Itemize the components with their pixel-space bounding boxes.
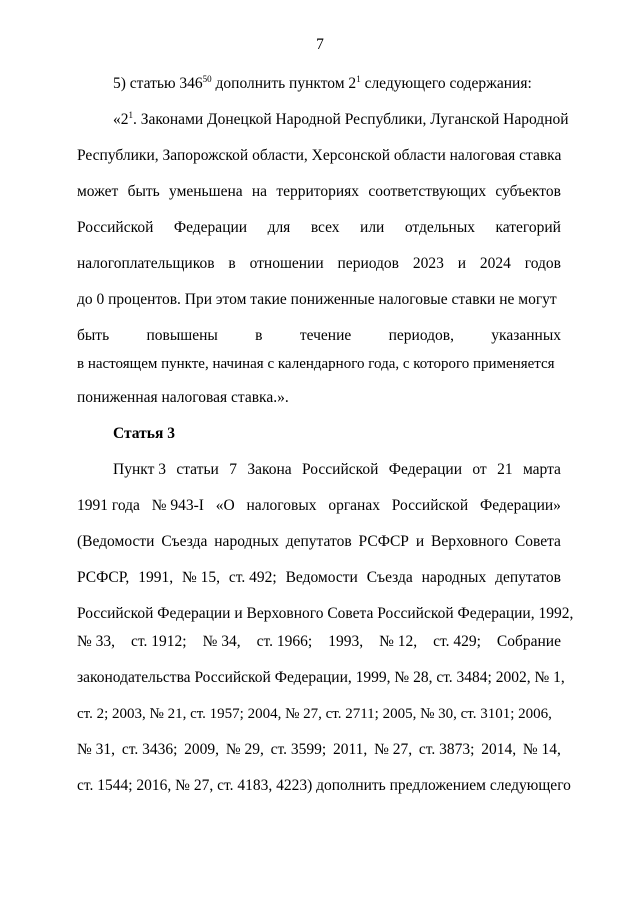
word: № 12, bbox=[379, 633, 418, 650]
word: может bbox=[77, 183, 119, 200]
word: Федерации bbox=[173, 219, 248, 236]
word: статьи bbox=[176, 461, 219, 478]
word: Собрание bbox=[496, 633, 561, 650]
word: ст. 1966; bbox=[256, 633, 313, 650]
word: на bbox=[251, 183, 268, 200]
word: быть bbox=[127, 183, 160, 200]
word: Совета bbox=[514, 533, 561, 550]
word: № 14, bbox=[522, 741, 561, 758]
word: № 29, bbox=[225, 741, 264, 758]
quote-open: «2 bbox=[113, 111, 129, 128]
word: «О bbox=[215, 497, 235, 514]
word: ст. 492; bbox=[228, 569, 277, 586]
word: ст. 429; bbox=[433, 633, 481, 650]
word: течение bbox=[299, 327, 352, 344]
item5-text-c: следующего содержания: bbox=[360, 75, 532, 92]
word: депутатов bbox=[495, 569, 561, 586]
word: 21 bbox=[497, 461, 513, 478]
word: ст. 1912; bbox=[131, 633, 187, 650]
quote-line-3 bbox=[77, 182, 561, 202]
word: Ведомости bbox=[285, 569, 358, 586]
article3-line-6 bbox=[77, 632, 561, 652]
word: Российской bbox=[77, 219, 154, 236]
word: для bbox=[267, 219, 291, 236]
word: налоговых bbox=[246, 497, 317, 514]
quote-line-6: до 0 процентов. При этом такие пониженные налоговые ставки не могут bbox=[77, 291, 557, 308]
word: 2024 bbox=[479, 255, 511, 272]
word: 1991, bbox=[138, 569, 174, 586]
word: 7 bbox=[229, 461, 237, 478]
word: 2023 bbox=[412, 255, 444, 272]
word: или bbox=[360, 219, 385, 236]
word: 2011, bbox=[332, 741, 368, 758]
word: Федерации» bbox=[479, 497, 561, 514]
word: отношении bbox=[249, 255, 324, 272]
word: органах bbox=[328, 497, 380, 514]
word: категорий bbox=[495, 219, 561, 236]
word: отдельных bbox=[404, 219, 475, 236]
word: в bbox=[228, 255, 236, 272]
word: повышены bbox=[146, 327, 218, 344]
word: периодов bbox=[337, 255, 399, 272]
word: Съезда bbox=[161, 533, 208, 550]
word: РСФСР, bbox=[77, 569, 130, 586]
word: № 15, bbox=[181, 569, 220, 586]
word: депутатов bbox=[285, 533, 352, 550]
article3-line-3 bbox=[77, 532, 561, 552]
word: и bbox=[457, 255, 467, 272]
word: Российской bbox=[391, 497, 469, 514]
article3-line-7: законодательства Российской Федерации, 1999, № 28, ст. 3484; 2002, № 1, bbox=[77, 669, 565, 686]
word: периодов, bbox=[388, 327, 454, 344]
quote-line-2: Республики, Запорожской области, Херсонской области налоговая ставка bbox=[77, 147, 562, 164]
article3-line-10: ст. 1544; 2016, № 27, ст. 4183, 4223) дополнить предложением следующего bbox=[77, 777, 571, 794]
quote-line-5 bbox=[77, 254, 561, 274]
word: в bbox=[255, 327, 263, 344]
article3-line-1 bbox=[113, 460, 561, 480]
word: Закона bbox=[247, 461, 292, 478]
word: (Ведомости bbox=[77, 533, 155, 550]
article3-line-2 bbox=[77, 496, 561, 516]
word: быть bbox=[77, 327, 110, 344]
quote-first-rest: . Законами Донецкой Народной Республики, Луганской Народной bbox=[133, 111, 569, 128]
word: Российской bbox=[302, 461, 379, 478]
quote-line-1 bbox=[113, 110, 569, 130]
word: от bbox=[472, 461, 487, 478]
word: марта bbox=[522, 461, 561, 478]
word: № 27, bbox=[374, 741, 413, 758]
quote-line-9: пониженная налоговая ставка.». bbox=[77, 389, 289, 406]
word: соответствующих bbox=[368, 183, 487, 200]
word: 1993, bbox=[328, 633, 364, 650]
word: субъектов bbox=[495, 183, 561, 200]
article-heading: Статья 3 bbox=[113, 425, 175, 442]
word: № 943-I bbox=[151, 497, 204, 514]
word: ст. 3873; bbox=[418, 741, 475, 758]
item5-sup-a: 50 bbox=[202, 74, 212, 84]
word: годов bbox=[524, 255, 561, 272]
article3-line-9 bbox=[77, 740, 561, 760]
word: указанных bbox=[491, 327, 561, 344]
article3-line-4 bbox=[77, 568, 561, 588]
word: 1991 года bbox=[77, 497, 140, 514]
word: ст. 3599; bbox=[270, 741, 327, 758]
word: территориях bbox=[276, 183, 360, 200]
word: 2009, bbox=[184, 741, 220, 758]
quote-line-7 bbox=[77, 326, 561, 346]
page-number: 7 bbox=[316, 36, 324, 53]
word: 2014, bbox=[481, 741, 517, 758]
quote-line-4 bbox=[77, 218, 561, 238]
word: № 33, bbox=[77, 633, 116, 650]
quote-sup: 1 bbox=[128, 110, 133, 120]
word: Федерации bbox=[388, 461, 462, 478]
item5-sup-b: 1 bbox=[356, 74, 361, 84]
word: налогоплательщиков bbox=[77, 255, 215, 272]
item5-line bbox=[113, 74, 561, 94]
word: уменьшена bbox=[169, 183, 243, 200]
word: № 34, bbox=[202, 633, 241, 650]
word: РСФСР bbox=[358, 533, 409, 550]
word: № 31, bbox=[77, 741, 116, 758]
word: народных bbox=[421, 569, 487, 586]
word: ст. 3436; bbox=[121, 741, 178, 758]
item5-text-a: 5) статью 346 bbox=[113, 75, 203, 92]
quote-line-8: в настоящем пункте, начиная с календарного года, с которого применяется bbox=[77, 356, 555, 372]
word: и bbox=[415, 533, 425, 550]
word: Пункт 3 bbox=[113, 461, 166, 478]
word: Съезда bbox=[366, 569, 413, 586]
word: народных bbox=[214, 533, 279, 550]
item5-text-b: дополнить пунктом 2 bbox=[211, 75, 357, 92]
article3-line-5: Российской Федерации и Верховного Совета Российской Федерации, 1992, bbox=[77, 605, 574, 622]
word: Верховного bbox=[431, 533, 508, 550]
article3-line-8: ст. 2; 2003, № 21, ст. 1957; 2004, № 27, ст. 2711; 2005, № 30, ст. 3101; 2006, bbox=[77, 706, 552, 722]
word: всех bbox=[310, 219, 340, 236]
